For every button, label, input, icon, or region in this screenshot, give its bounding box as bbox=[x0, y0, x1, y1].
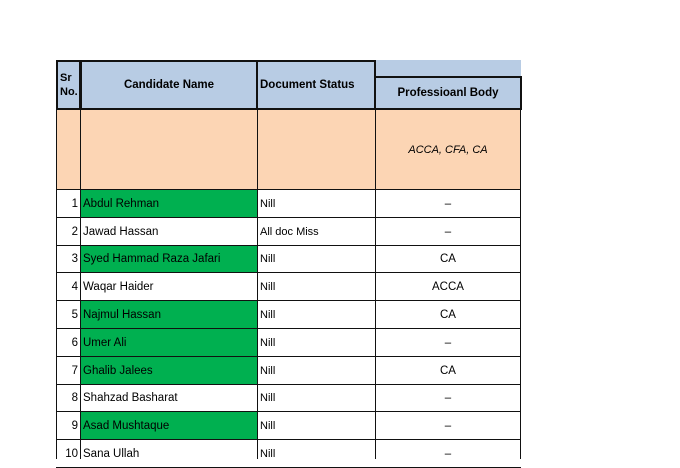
candidate-name-cell[interactable]: Najmul Hassan bbox=[81, 301, 257, 328]
candidate-name-cell[interactable]: Jawad Hassan bbox=[83, 225, 159, 238]
row-number-cell[interactable]: 7 bbox=[71, 364, 78, 377]
document-status-cell[interactable]: Nill bbox=[260, 253, 276, 265]
summary-cell-professional-body[interactable]: ACCA, CFA, CA bbox=[375, 110, 521, 189]
document-status-cell[interactable]: Nill bbox=[260, 419, 276, 432]
grid-line bbox=[56, 189, 521, 190]
header-professional-body[interactable]: Professioanl Body bbox=[374, 76, 522, 110]
grid-line bbox=[56, 328, 521, 329]
row-number-cell[interactable]: 8 bbox=[71, 392, 78, 404]
candidate-name-cell[interactable]: Sana Ullah bbox=[83, 447, 140, 460]
professional-body-cell[interactable]: – bbox=[444, 197, 452, 210]
candidate-name-cell[interactable]: Asad Mushtaque bbox=[81, 412, 257, 439]
grid-line bbox=[56, 300, 521, 301]
row-number-cell[interactable]: 2 bbox=[71, 225, 78, 238]
summary-cell-status[interactable] bbox=[257, 110, 375, 189]
professional-body-cell[interactable]: ACCA bbox=[432, 280, 464, 293]
document-status-cell[interactable]: Nill bbox=[260, 392, 276, 404]
professional-body-cell[interactable]: CA bbox=[440, 253, 456, 265]
candidate-name-cell[interactable]: Shahzad Basharat bbox=[83, 392, 178, 404]
document-status-cell[interactable]: Nill bbox=[260, 197, 276, 210]
header-strip bbox=[375, 60, 521, 76]
grid-line bbox=[56, 272, 521, 273]
summary-cell-name[interactable] bbox=[80, 110, 257, 189]
professional-body-cell[interactable]: – bbox=[444, 336, 452, 349]
candidate-name-cell[interactable]: Syed Hammad Raza Jafari bbox=[81, 246, 257, 272]
candidate-name-cell[interactable]: Ghalib Jalees bbox=[81, 357, 257, 384]
grid-line bbox=[257, 110, 258, 459]
professional-body-cell[interactable]: – bbox=[444, 419, 452, 432]
grid-line bbox=[375, 110, 376, 459]
header-document-status[interactable]: Document Status bbox=[256, 60, 376, 110]
row-number-cell[interactable]: 10 bbox=[65, 447, 78, 460]
row-number-cell[interactable]: 5 bbox=[71, 308, 78, 321]
summary-cell-sr[interactable] bbox=[57, 110, 80, 189]
grid-line bbox=[56, 217, 521, 218]
document-status-cell[interactable]: Nill bbox=[260, 447, 276, 460]
grid-line bbox=[520, 110, 521, 459]
row-number-cell[interactable]: 3 bbox=[71, 253, 78, 265]
grid-line bbox=[80, 110, 81, 459]
row-number-cell[interactable]: 1 bbox=[71, 197, 78, 210]
professional-body-cell[interactable]: – bbox=[444, 225, 452, 238]
grid-line bbox=[56, 245, 521, 246]
candidate-name-cell[interactable]: Waqar Haider bbox=[83, 280, 154, 293]
document-status-cell[interactable]: Nill bbox=[260, 336, 276, 349]
header-sr-no[interactable]: Sr No. bbox=[56, 60, 81, 110]
professional-body-cell[interactable]: – bbox=[444, 447, 452, 460]
grid-line bbox=[56, 110, 57, 459]
document-status-cell[interactable]: Nill bbox=[260, 308, 276, 321]
professional-body-cell[interactable]: CA bbox=[440, 308, 456, 321]
document-status-cell[interactable]: All doc Miss bbox=[260, 225, 319, 238]
candidate-name-cell[interactable]: Umer Ali bbox=[81, 329, 257, 356]
grid-line bbox=[56, 439, 521, 440]
candidate-name-cell[interactable]: Abdul Rehman bbox=[81, 190, 257, 217]
row-number-cell[interactable]: 6 bbox=[71, 336, 78, 349]
grid-line bbox=[56, 356, 521, 357]
grid-line bbox=[56, 411, 521, 412]
row-number-cell[interactable]: 4 bbox=[71, 280, 78, 293]
document-status-cell[interactable]: Nill bbox=[260, 364, 276, 377]
row-number-cell[interactable]: 9 bbox=[71, 419, 78, 432]
document-status-cell[interactable]: Nill bbox=[260, 280, 276, 293]
professional-body-cell[interactable]: CA bbox=[440, 364, 456, 377]
header-candidate-name[interactable]: Candidate Name bbox=[80, 60, 258, 110]
professional-body-cell[interactable]: – bbox=[444, 392, 452, 404]
grid-line bbox=[56, 384, 521, 385]
